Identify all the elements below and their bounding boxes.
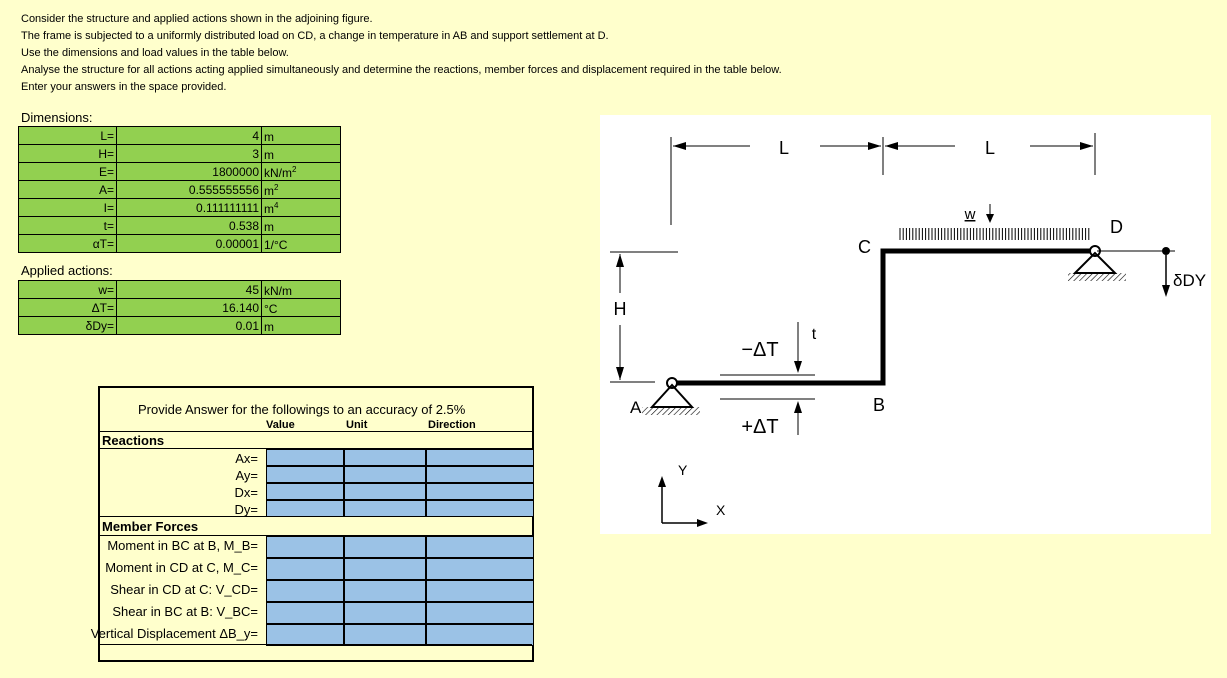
unit-text: kN/m [264,284,292,298]
settlement-label: δDY [1173,271,1207,290]
parameter-unit [262,145,341,163]
answer-title: Provide Answer for the followings to an accuracy of 2.5% [138,402,466,417]
intro-line: Analyse the structure for all actions acting applied simultaneously and determine the reactions, member forces and displacement required in the table below. [21,64,782,76]
divider [100,644,532,645]
parameter-unit [262,235,341,253]
unit-exponent: 4 [274,201,279,210]
parameter-value: 0.01 [117,317,262,335]
intro-line: Use the dimensions and load values in the table below. [21,47,289,59]
answer-value-input[interactable] [266,624,344,646]
node-label-d: D [1110,217,1123,237]
parameter-value: 0.538 [117,217,262,235]
unit-text: m [264,184,274,198]
answer-value-input[interactable] [266,602,344,624]
column-header-unit: Unit [346,419,368,431]
column-header-direction: Direction [428,419,476,431]
frame-members [672,251,1095,383]
axis-x-label: X [716,502,726,518]
parameter-label: H= [19,145,117,163]
height-label: H [613,299,627,319]
intro-line: The frame is subjected to a uniformly distributed load on CD, a change in temperature in AB and support settlement at D. [21,30,609,42]
parameter-unit [262,299,341,317]
unit-exponent: 2 [274,183,279,192]
answer-row-label: Vertical Displacement ΔB_y= [90,626,258,641]
answer-unit-input[interactable] [344,536,426,558]
answer-value-input[interactable] [266,580,344,602]
parameter-row [19,145,341,163]
problem-statement [21,11,782,96]
parameter-row [19,163,341,181]
answer-value-input[interactable] [266,558,344,580]
unit-text: m [264,202,274,216]
parameter-unit [262,181,341,199]
temp-top-label: −ΔT [741,339,779,361]
parameter-unit [262,217,341,235]
pin-support-a [667,378,677,388]
answer-unit-input[interactable] [344,580,426,602]
parameter-value: 0.555555556 [117,181,262,199]
temp-bottom-label: +ΔT [741,416,779,438]
thickness-label: t [811,326,817,343]
node-label-a: A [630,398,642,417]
frame-figure [600,115,1211,534]
unit-text: m [264,130,274,144]
divider [100,431,532,432]
parameter-label: E= [19,163,117,181]
applied-actions-table [18,280,341,335]
parameter-row [19,199,341,217]
answer-row-label: Ay= [235,468,258,483]
load-label-w: w [964,206,976,223]
answer-unit-input[interactable] [344,483,426,500]
parameter-label: w= [19,281,117,299]
frame-diagram [600,115,1211,534]
parameter-row [19,281,341,299]
parameter-value: 16.140 [117,299,262,317]
answer-unit-input[interactable] [344,500,426,517]
answer-direction-input[interactable] [426,624,534,646]
answer-unit-input[interactable] [344,624,426,646]
parameter-unit [262,317,341,335]
answer-row-label: Shear in CD at C: V_CD= [110,582,258,597]
member-forces-label: Member Forces [102,519,199,534]
reactions-label: Reactions [102,433,165,448]
answer-direction-input[interactable] [426,558,534,580]
answer-direction-input[interactable] [426,602,534,624]
parameter-label: ΔT= [19,299,117,317]
parameter-value: 0.111111111 [117,199,262,217]
length-label-left: L [778,138,790,158]
answer-value-input[interactable] [266,483,344,500]
parameter-unit [262,127,341,145]
parameter-row [19,127,341,145]
parameter-value: 0.00001 [117,235,262,253]
answer-direction-input[interactable] [426,580,534,602]
answer-direction-input[interactable] [426,500,534,517]
answer-unit-input[interactable] [344,602,426,624]
parameter-unit [262,163,341,181]
dimensions-table [18,126,341,253]
answer-value-input[interactable] [266,449,344,466]
parameter-row [19,235,341,253]
answer-value-input[interactable] [266,500,344,517]
answer-row-label: Dy= [234,502,258,517]
unit-text: m [264,220,274,234]
unit-text: °C [264,302,278,316]
answer-direction-input[interactable] [426,449,534,466]
answer-direction-input[interactable] [426,536,534,558]
unit-text: m [264,148,274,162]
parameter-unit [262,199,341,217]
answer-direction-input[interactable] [426,466,534,483]
unit-text: m [264,320,274,334]
axis-y-label: Y [678,462,688,478]
parameter-label: αT= [19,235,117,253]
answer-value-input[interactable] [266,536,344,558]
parameter-label: δDy= [19,317,117,335]
parameter-label: A= [19,181,117,199]
unit-exponent: 2 [292,165,297,174]
parameter-label: I= [19,199,117,217]
parameter-row [19,181,341,199]
answer-row-label: Moment in BC at B, M_B= [107,538,258,553]
answer-row-label: Moment in CD at C, M_C= [105,560,258,575]
dimensions-title: Dimensions: [21,110,93,125]
unit-text: kN/m [264,166,292,180]
distributed-load [900,228,1089,240]
parameter-value: 1800000 [117,163,262,181]
column-header-value: Value [266,419,295,431]
parameter-row [19,317,341,335]
parameter-row [19,217,341,235]
parameter-row [19,299,341,317]
parameter-unit [262,281,341,299]
intro-line: Enter your answers in the space provided. [21,81,227,93]
applied-actions-title: Applied actions: [21,263,113,278]
node-label-b: B [873,395,886,415]
answer-row-label: Shear in BC at B: V_BC= [112,604,258,619]
unit-text: 1/°C [264,238,288,252]
length-label-right: L [984,138,996,158]
answer-panel [90,386,534,662]
parameter-value: 4 [117,127,262,145]
parameter-label: L= [19,127,117,145]
parameter-value: 45 [117,281,262,299]
answer-value-input[interactable] [266,466,344,483]
answer-row-label: Dx= [234,485,258,500]
answer-unit-input[interactable] [344,466,426,483]
divider [100,516,532,517]
answer-unit-input[interactable] [344,449,426,466]
answer-unit-input[interactable] [344,558,426,580]
parameter-label: t= [19,217,117,235]
node-label-c: C [858,237,871,257]
parameter-value: 3 [117,145,262,163]
answer-row-label: Ax= [235,451,258,466]
intro-line: Consider the structure and applied actions shown in the adjoining figure. [21,13,373,25]
answer-direction-input[interactable] [426,483,534,500]
